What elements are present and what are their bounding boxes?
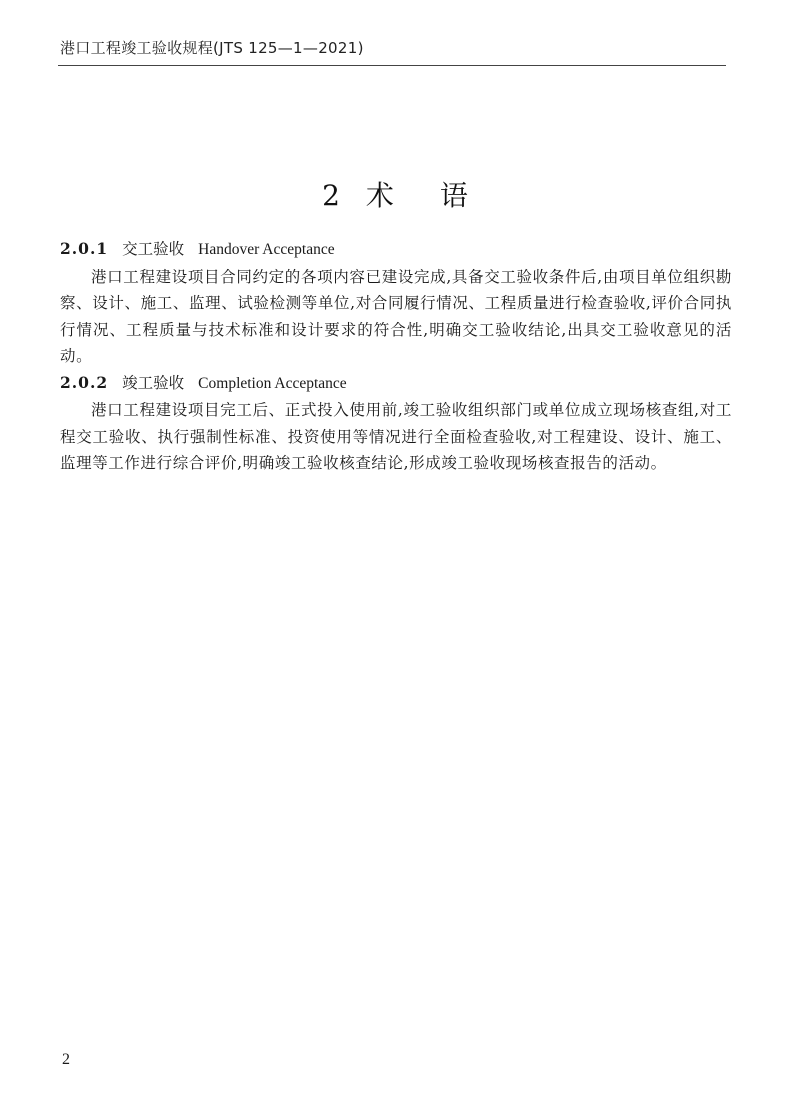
chapter-title-char-2: 语 xyxy=(439,179,468,212)
terms-content xyxy=(60,236,732,477)
chapter-title xyxy=(0,176,790,216)
header-rule xyxy=(58,65,726,66)
clause-definition: 港口工程建设项目完工后、正式投入使用前,竣工验收组织部门或单位成立现场核查组,对工程交工验收、执行强制性标准、投资使用等情况进行全面检查验收,对工程建设、设计、施工、监理等工作进行综合评价,明确竣工验收核查结论,形成竣工验收现场核查报告的活动。 xyxy=(60,401,732,472)
running-header: 港口工程竣工验收规程(JTS 125—1—2021) xyxy=(60,39,364,57)
chapter-title-char-1: 术 xyxy=(365,179,394,212)
clause-heading xyxy=(60,236,732,264)
clause-definition: 港口工程建设项目合同约定的各项内容已建设完成,具备交工验收条件后,由项目单位组织勘察、设计、施工、监理、试验检测等单位,对合同履行情况、工程质量进行检查验收,评价合同执行情况、工程质量与技术标准和设计要求的符合性,明确交工验收结论,出具交工验收意见的活动。 xyxy=(60,267,732,365)
clause-term-zh: 竣工验收 xyxy=(122,373,185,392)
chapter-number: 2 xyxy=(322,179,340,212)
clause-term-zh: 交工验收 xyxy=(122,240,185,258)
clause-heading xyxy=(60,370,732,398)
clause-number: 2.0.1 xyxy=(60,239,109,258)
clause-number: 2.0.2 xyxy=(60,372,109,392)
clause-term-en: Completion Acceptance xyxy=(198,374,347,392)
clause-term-en: Handover Acceptance xyxy=(198,241,335,258)
page-number: 2 xyxy=(62,1051,70,1068)
